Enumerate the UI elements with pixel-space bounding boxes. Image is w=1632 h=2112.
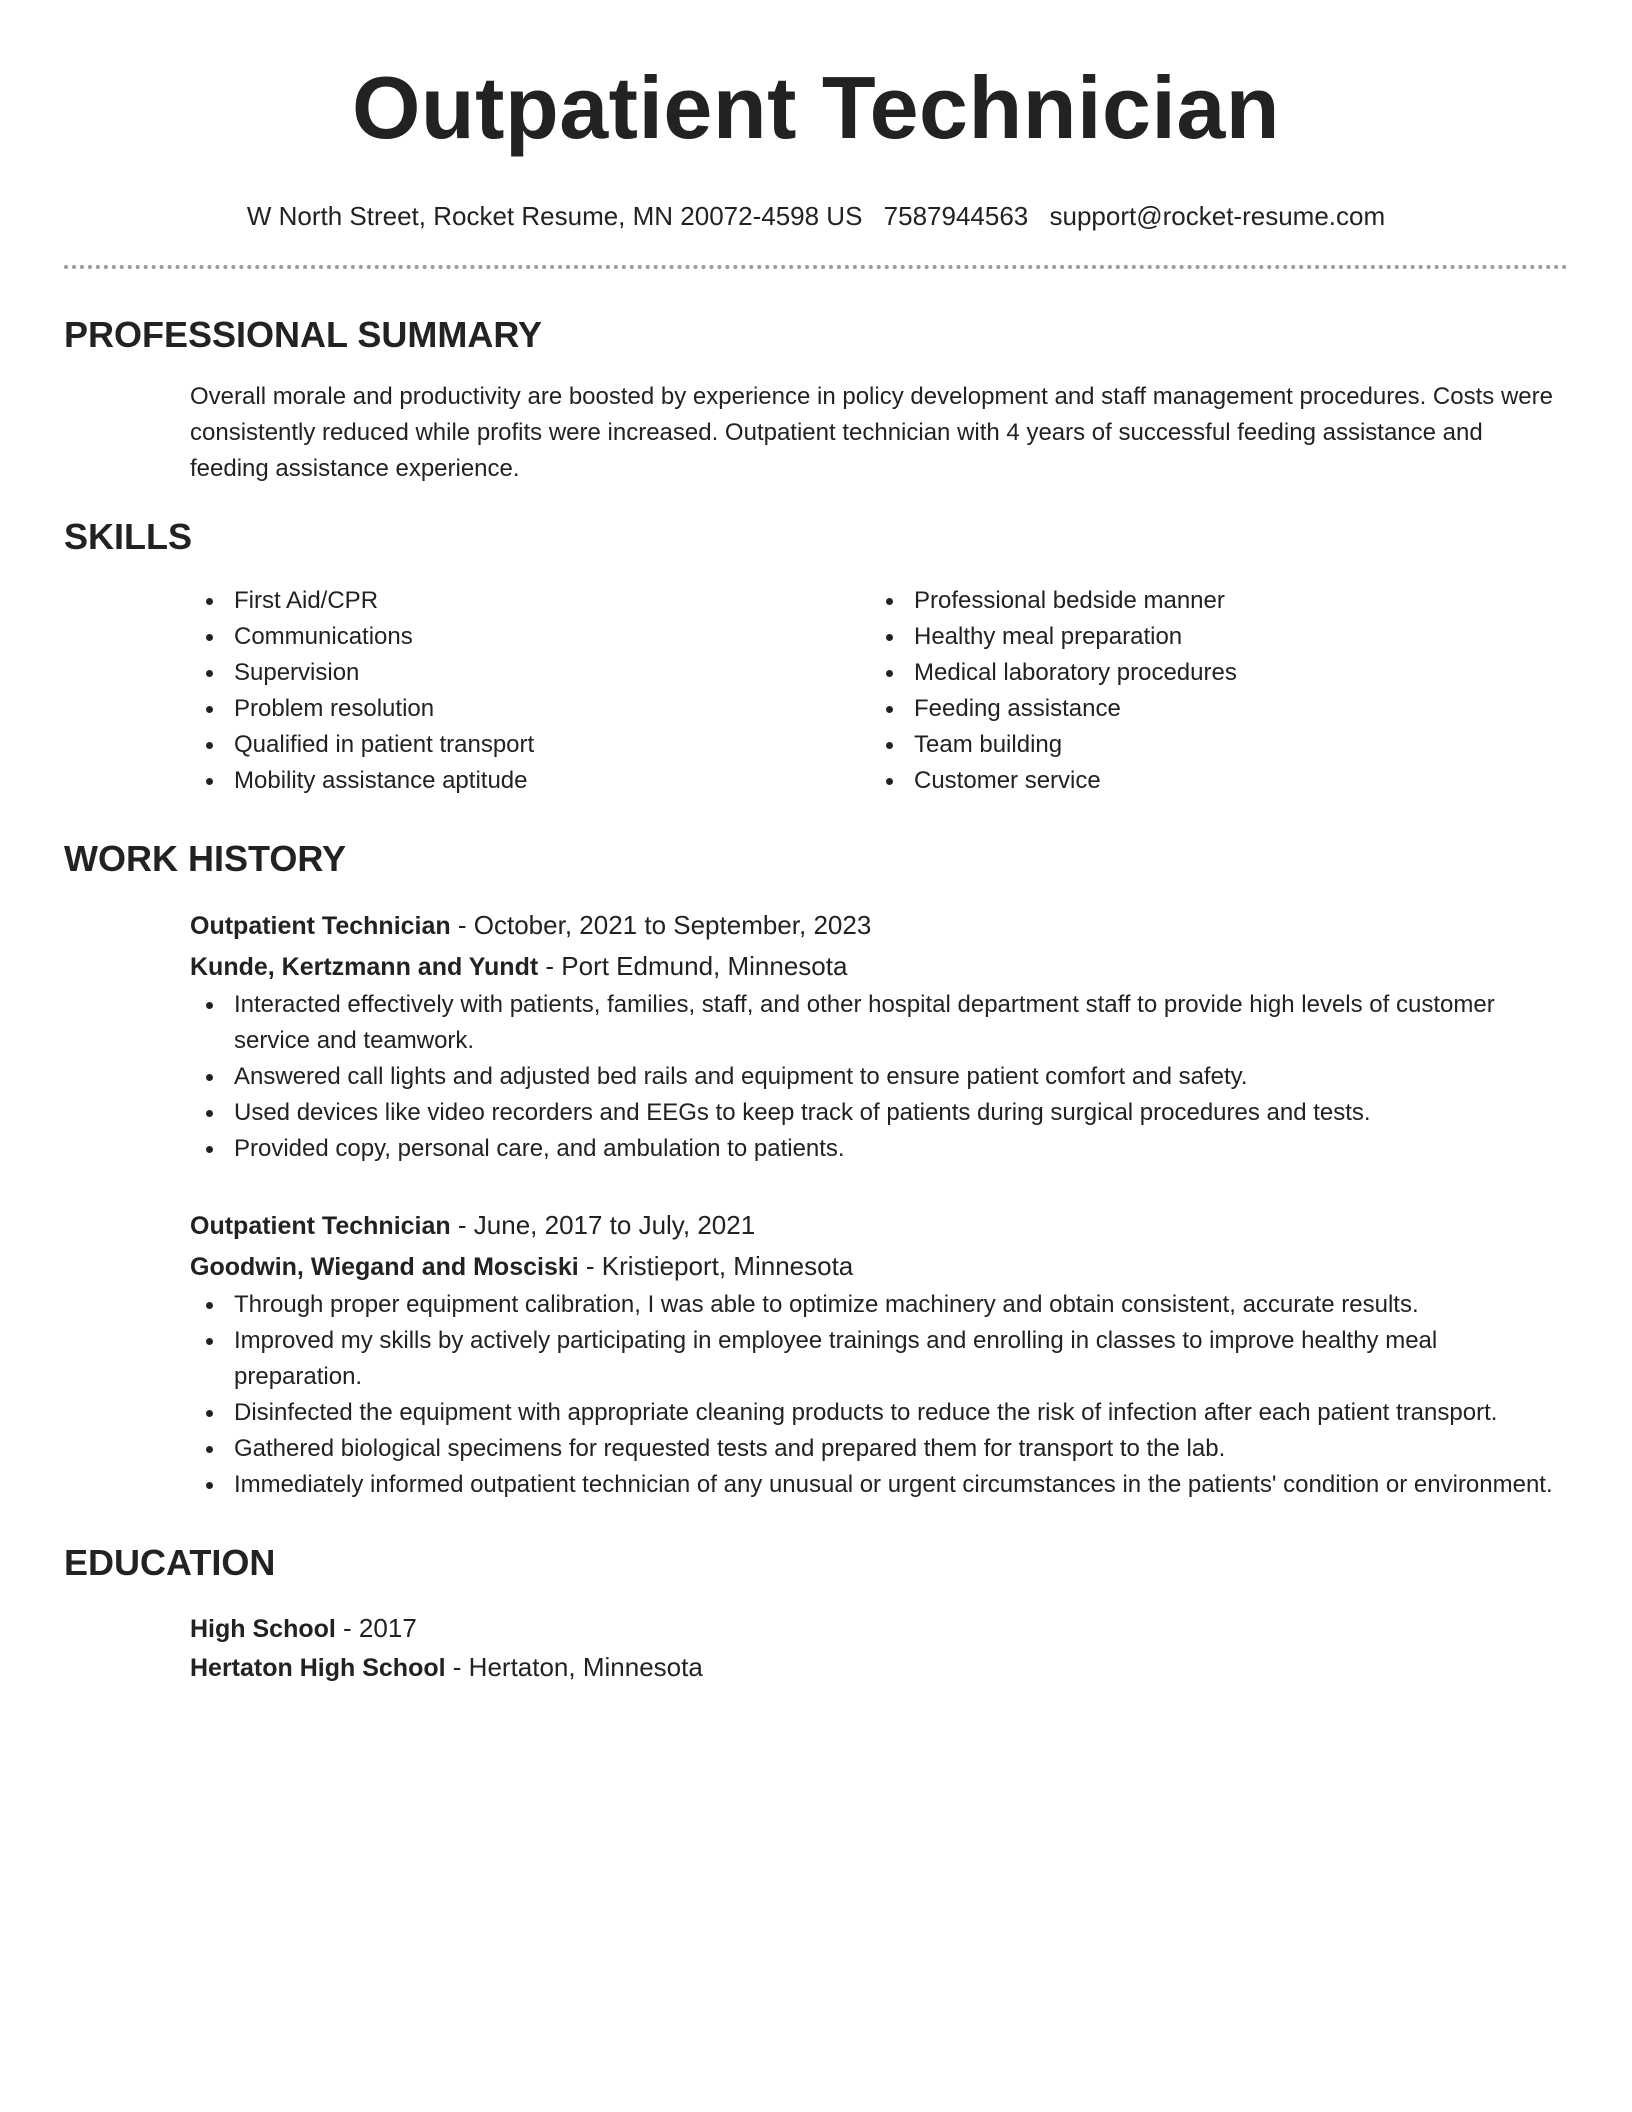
header-divider xyxy=(64,265,1568,269)
skills-heading: SKILLS xyxy=(64,516,193,557)
job-role: Outpatient Technician xyxy=(190,1212,451,1240)
education-year: - 2017 xyxy=(335,1613,417,1643)
skill-item: Qualified in patient transport xyxy=(190,727,870,763)
education-school-line xyxy=(190,1648,1568,1687)
job-company: Kunde, Kertzmann and Yundt xyxy=(190,953,539,981)
skill-item: Team building xyxy=(870,727,1550,763)
job-bullet: Gathered biological specimens for requested tests and prepared them for transport to the lab. xyxy=(190,1431,1568,1467)
skills-grid xyxy=(190,583,1568,799)
skills-column-left xyxy=(190,583,870,799)
job-bullet: Used devices like video recorders and EEGs to keep track of patients during surgical procedures and tests. xyxy=(190,1095,1568,1131)
job-entry xyxy=(190,905,1568,1167)
contact-line xyxy=(64,200,1568,232)
skill-item: First Aid/CPR xyxy=(190,583,870,619)
job-title-line xyxy=(190,1205,1568,1246)
email: support@rocket-resume.com xyxy=(1049,201,1386,231)
job-bullet: Improved my skills by actively participating in employee trainings and enrolling in classes to improve healthy meal preparation. xyxy=(190,1323,1568,1395)
job-bullet: Through proper equipment calibration, I was able to optimize machinery and obtain consistent, accurate results. xyxy=(190,1287,1568,1323)
skill-item: Communications xyxy=(190,619,870,655)
job-dates: - June, 2017 to July, 2021 xyxy=(450,1210,756,1240)
skill-item: Problem resolution xyxy=(190,691,870,727)
job-bullet: Provided copy, personal care, and ambulation to patients. xyxy=(190,1131,1568,1167)
education-degree: High School xyxy=(190,1615,336,1643)
job-company-line xyxy=(190,1246,1568,1287)
education-school: Hertaton High School xyxy=(190,1654,446,1682)
job-location: - Port Edmund, Minnesota xyxy=(538,951,848,981)
summary-heading: PROFESSIONAL SUMMARY xyxy=(64,314,543,355)
job-bullet: Answered call lights and adjusted bed rails and equipment to ensure patient comfort and safety. xyxy=(190,1059,1568,1095)
job-company-line xyxy=(190,946,1568,987)
job-dates: - October, 2021 to September, 2023 xyxy=(450,910,872,940)
skill-item: Mobility assistance aptitude xyxy=(190,763,870,799)
skill-item: Supervision xyxy=(190,655,870,691)
candidate-name: Outpatient Technician xyxy=(351,58,1281,157)
education-entry xyxy=(190,1609,1568,1687)
job-location: - Kristieport, Minnesota xyxy=(578,1251,854,1281)
education-location: - Hertaton, Minnesota xyxy=(445,1652,703,1682)
job-bullet: Disinfected the equipment with appropriate cleaning products to reduce the risk of infection after each patient transport. xyxy=(190,1395,1568,1431)
skill-item: Healthy meal preparation xyxy=(870,619,1550,655)
skill-item: Customer service xyxy=(870,763,1550,799)
skill-item: Medical laboratory procedures xyxy=(870,655,1550,691)
education-degree-line xyxy=(190,1609,1568,1648)
job-role: Outpatient Technician xyxy=(190,912,451,940)
job-entry xyxy=(190,1205,1568,1503)
education-heading: EDUCATION xyxy=(64,1542,276,1583)
job-title-line xyxy=(190,905,1568,946)
job-bullet: Interacted effectively with patients, families, staff, and other hospital department staff to provide high levels of customer service and teamwork. xyxy=(190,987,1568,1059)
skill-item: Professional bedside manner xyxy=(870,583,1550,619)
summary-text: Overall morale and productivity are boosted by experience in policy development and staff management procedures. Costs were consistently reduced while profits were increased. Outpatient technician with 4 years of successful feeding assistance and feeding assistance experience. xyxy=(190,383,1553,482)
job-company: Goodwin, Wiegand and Mosciski xyxy=(190,1253,579,1281)
work-history-heading: WORK HISTORY xyxy=(64,838,347,879)
job-bullet: Immediately informed outpatient technician of any unusual or urgent circumstances in the patients' condition or environment. xyxy=(190,1467,1568,1503)
phone: 7587944563 xyxy=(883,201,1029,231)
address: W North Street, Rocket Resume, MN 20072-4598 US xyxy=(246,201,863,231)
skill-item: Feeding assistance xyxy=(870,691,1550,727)
skills-column-right xyxy=(870,583,1550,799)
